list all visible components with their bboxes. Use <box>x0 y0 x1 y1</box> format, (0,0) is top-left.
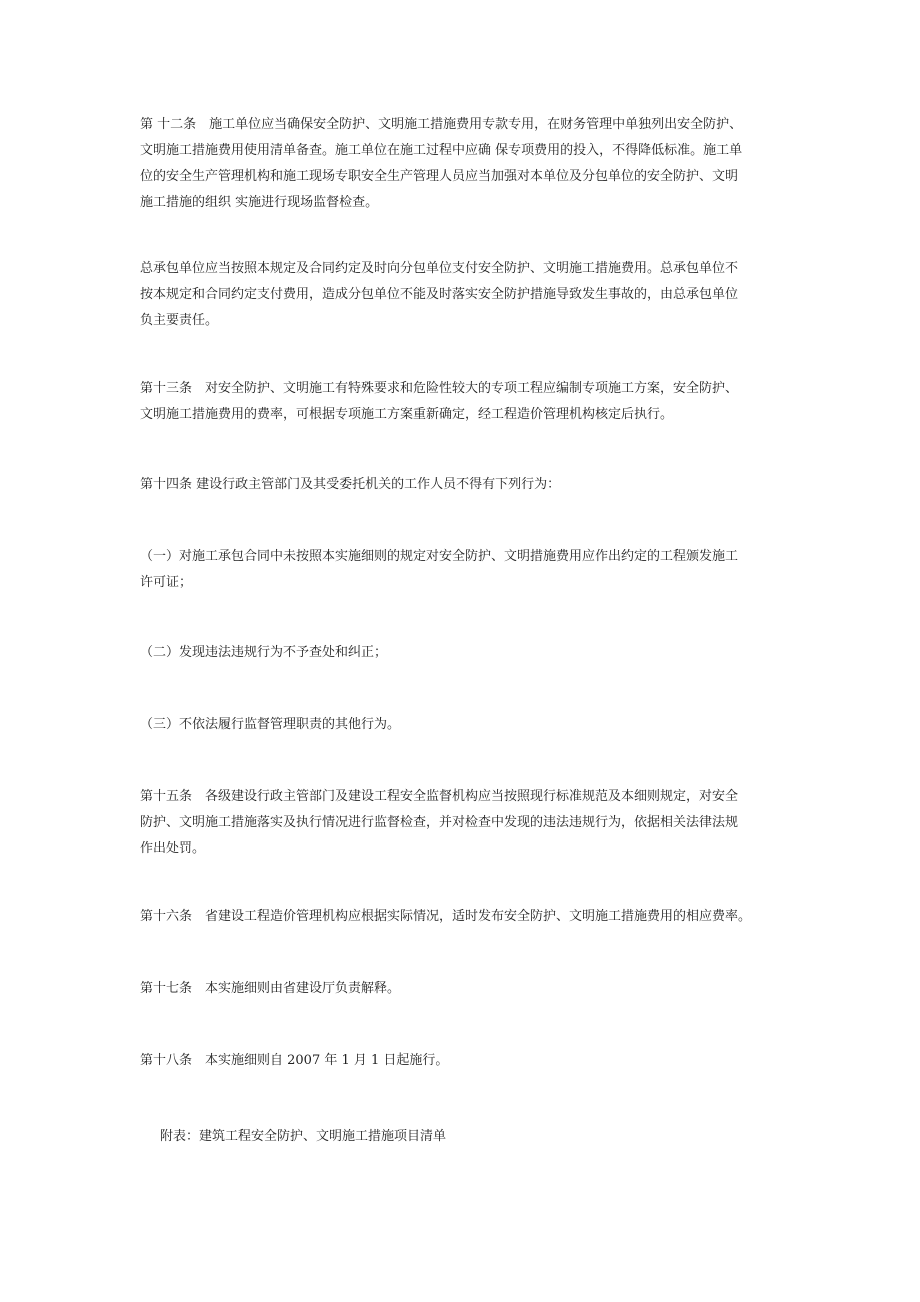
article-12-paragraph <box>140 112 796 216</box>
text-line: 第 十二条 施工单位应当确保安全防护、文明施工措施费用专款专用，在财务管理中单独列出安全防护、 <box>140 117 743 132</box>
text-line: （一）对施工承包合同中未按照本实施细则的规定对安全防护、文明措施费用应作出约定的工程颁发施工 <box>140 549 739 564</box>
text-line: 许可证； <box>140 575 193 590</box>
article-18-paragraph <box>140 1048 796 1074</box>
article-14-item-2 <box>140 640 796 666</box>
text-line: 文明施工措施费用的费率，可根据专项施工方案重新确定，经工程造价管理机构核定后执行。 <box>140 407 674 422</box>
text-line: 附表：建筑工程安全防护、文明施工措施项目清单 <box>160 1129 447 1144</box>
text-line: 负主要责任。 <box>140 313 219 328</box>
text-line: 第十七条 本实施细则由省建设厅负责解释。 <box>140 981 401 996</box>
text-line: 第十六条 省建设工程造价管理机构应根据实际情况，适时发布安全防护、文明施工措施费用的相应费率。 <box>140 909 752 924</box>
text-line: （二）发现违法违规行为不予查处和纠正； <box>140 645 388 660</box>
text-line: 第十三条 对安全防护、文明施工有特殊要求和危险性较大的专项工程应编制专项施工方案，安全防护、 <box>140 381 739 396</box>
article-15-paragraph <box>140 784 796 862</box>
article-14-item-1 <box>140 544 796 596</box>
text-line: 文明施工措施费用使用清单备查。施工单位在施工过程中应确 保专项费用的投入，不得降低标准。施工单 <box>140 143 743 158</box>
article-16-paragraph <box>140 904 796 930</box>
text-line: 作出处罚。 <box>140 841 206 856</box>
article-17-paragraph <box>140 976 796 1002</box>
text-line: 按本规定和合同约定支付费用，造成分包单位不能及时落实安全防护措施导致发生事故的，由总承包单位 <box>140 287 739 302</box>
article-13-paragraph <box>140 376 796 428</box>
article-14-item-3 <box>140 712 796 738</box>
text-line: 位的安全生产管理机构和施工现场专职安全生产管理人员应当加强对本单位及分包单位的安全防护、文明 <box>140 169 739 184</box>
text-line: （三）不依法履行监督管理职责的其他行为。 <box>140 717 401 732</box>
text-line: 总承包单位应当按照本规定及合同约定及时向分包单位支付安全防护、文明施工措施费用。总承包单位不 <box>140 261 739 276</box>
text-line: 施工措施的组织 实施进行现场监督检查。 <box>140 195 379 210</box>
text-line: 第十八条 本实施细则自 2007 年 1 月 1 日起施行。 <box>140 1053 449 1068</box>
text-line: 第十四条 建设行政主管部门及其受委托机关的工作人员不得有下列行为： <box>140 477 561 492</box>
appendix-note <box>160 1124 816 1150</box>
article-14-paragraph <box>140 472 796 498</box>
text-line: 第十五条 各级建设行政主管部门及建设工程安全监督机构应当按照现行标准规范及本细则规定，对安全 <box>140 789 739 804</box>
general-contractor-paragraph <box>140 256 796 334</box>
text-line: 防护、文明施工措施落实及执行情况进行监督检查，并对检查中发现的违法违规行为，依据相关法律法规 <box>140 815 739 830</box>
